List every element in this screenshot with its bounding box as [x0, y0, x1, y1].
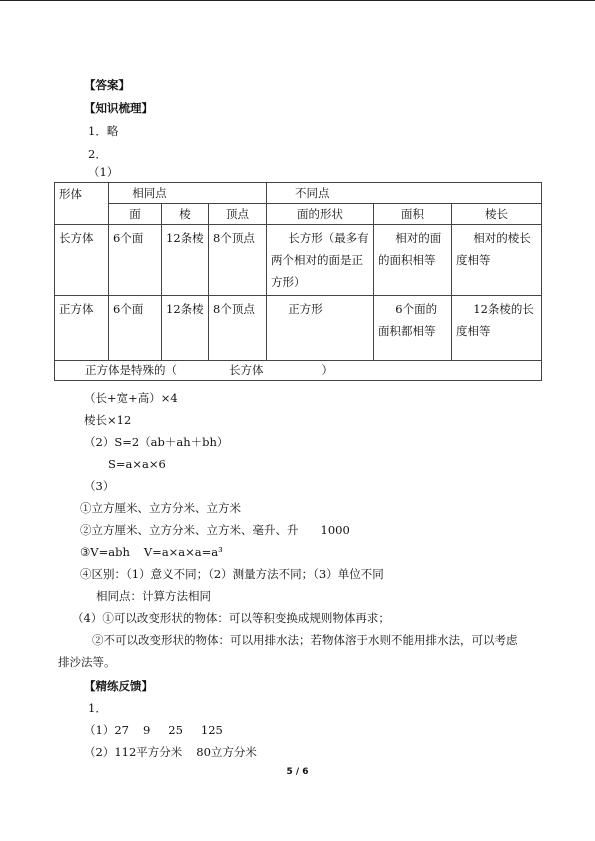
- table-subheader-edge-length: 棱长: [452, 204, 542, 225]
- table-header-same: 相同点: [109, 183, 267, 204]
- table-subheader-area: 面积: [374, 204, 452, 225]
- answer-item-4-prefix: ④区别：: [80, 567, 126, 581]
- knowledge-item-1: 1．略: [88, 124, 119, 138]
- same-point-line: 相同点：计算方法相同: [96, 589, 211, 603]
- heading-answer: 【答案】: [84, 78, 130, 92]
- table-footer-prefix: 正方体是特殊的（: [85, 363, 177, 377]
- knowledge-item-4-line-1: （4）①可以改变形状的物体：可以等积变换成规则物体再求；: [72, 611, 390, 625]
- answer-item-4: [80, 567, 384, 581]
- table-cell-edge-length: 12条棱的长度相等: [452, 296, 542, 361]
- table-header-row: [55, 183, 542, 204]
- table-subheader-vertex: 顶点: [209, 204, 267, 225]
- practice-answer: 125: [200, 723, 223, 737]
- knowledge-item-4-line-2: ②不可以改变形状的物体：可以用排水法；若物体溶于水则不能用排水法，可以考虑: [92, 633, 518, 647]
- table-row: [55, 225, 542, 296]
- table-subheader-face: 面: [109, 204, 162, 225]
- table-cell-edge: 12条棱: [162, 225, 209, 296]
- formula-cube-volume: V=a×a×a=a³: [143, 545, 223, 559]
- table-footer: [55, 361, 542, 381]
- table-cell-shape: 长方体: [55, 225, 109, 296]
- comparison-table: [54, 182, 542, 381]
- table-cell-vertex: 8个顶点: [209, 296, 267, 361]
- answer-item-2-text: ②立方厘米、立方分米、立方米、毫升、升: [80, 523, 299, 537]
- table-cell-face-shape: 长方形（最多有两个相对的面是正方形）: [267, 225, 374, 296]
- table-subheader-row: [55, 204, 542, 225]
- table-cell-face: 6个面: [109, 296, 162, 361]
- item-label: （2）: [84, 435, 115, 449]
- formula-cuboid-area-line: [84, 435, 228, 449]
- table-cell-area: 6个面的面积都相等: [374, 296, 452, 361]
- table-subheader-edge: 棱: [162, 204, 209, 225]
- practice-answer: （2）112平方分米: [84, 745, 183, 759]
- table-cell-vertex: 8个顶点: [209, 225, 267, 296]
- practice-item-1-1: [84, 723, 223, 737]
- table-footer-row: [55, 361, 542, 381]
- knowledge-item-2-1: （1）: [88, 165, 119, 179]
- formula-cube-area: S=a×a×6: [108, 457, 166, 471]
- table-footer-answer: 长方体: [229, 363, 264, 377]
- table-cell-edge: 12条棱: [162, 296, 209, 361]
- table-row: [55, 296, 542, 361]
- table-cell-area: 相对的面的面积相等: [374, 225, 452, 296]
- practice-answer: 80立方分米: [196, 745, 257, 759]
- practice-item-1-2: [84, 745, 257, 759]
- knowledge-item-2-3: （3）: [84, 479, 115, 493]
- knowledge-item-2: 2．: [88, 147, 107, 161]
- practice-answer: （1）27: [84, 723, 129, 737]
- practice-item-1: 1．: [88, 701, 107, 715]
- answer-item-2-number: 1000: [320, 523, 350, 537]
- answer-item-4-a: （1）意义不同；: [126, 567, 209, 581]
- table-subheader-face-shape: 面的形状: [267, 204, 374, 225]
- table-header-diff: 不同点: [267, 183, 542, 204]
- table-cell-edge-length: 相对的棱长度相等: [452, 225, 542, 296]
- page-top-rule: [0, 0, 595, 1]
- table-cell-face-shape: 正方形: [267, 296, 374, 361]
- answer-item-4-c: （3）单位不同: [313, 567, 384, 581]
- answer-item-4-b: （2）测量方法不同；: [208, 567, 314, 581]
- answer-item-3: [80, 545, 223, 559]
- table-header-shape: 形体: [55, 183, 109, 225]
- table-cell-shape: 正方体: [55, 296, 109, 361]
- answer-item-2: [80, 523, 350, 537]
- answer-item-1: ①立方厘米、立方分米、立方米: [80, 501, 241, 515]
- page-number: 5 / 6: [286, 767, 309, 777]
- heading-knowledge: 【知识梳理】: [84, 101, 153, 115]
- practice-answer: 9: [142, 723, 151, 737]
- formula-cuboid-volume: ③V=abh: [80, 545, 130, 559]
- knowledge-item-4-line-3: 排沙法等。: [58, 655, 116, 669]
- table-footer-suffix: ）: [321, 363, 333, 377]
- formula-cube-edge: 棱长×12: [84, 413, 132, 427]
- formula-edge-sum: （长+宽+高）×4: [84, 391, 178, 405]
- formula-cuboid-area: S=2（ab＋ah＋bh）: [114, 435, 229, 449]
- table-cell-face: 6个面: [109, 225, 162, 296]
- practice-answer: 25: [168, 723, 183, 737]
- heading-practice: 【精练反馈】: [84, 679, 153, 693]
